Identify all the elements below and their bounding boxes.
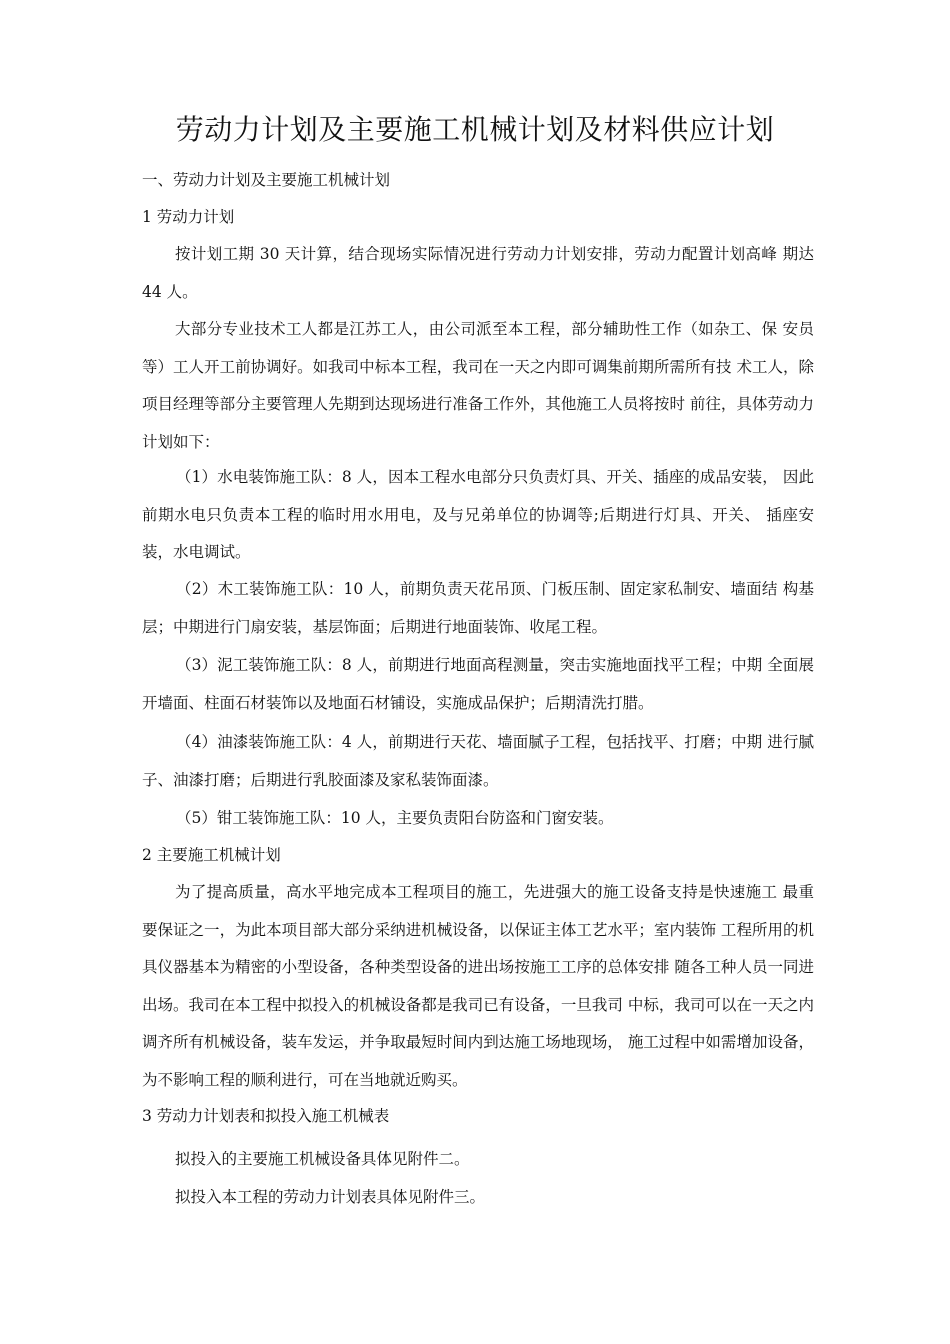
paragraph-machinery-attachment: 拟投入的主要施工机械设备具体见附件二。 [175, 1150, 470, 1168]
list-item-plumbing-team: （1）水电装饰施工队：8 人，因本工程水电部分只负责灯具、开关、插座的成品安装， 因此前期水电只负责本工程的临时用水用电，及与兄弟单位的协调等;后期进行灯具、开关、 插座安装，水电调试。 [142, 468, 814, 561]
paragraph-labor-source: 大部分专业技术工人都是江苏工人，由公司派至本工程，部分辅助性工作（如杂工、保 安员等）工人开工前协调好。如我司中标本工程，我司在一天之内即可调集前期所需所有技 术工人，除项目经理等部分主要管理人先期到达现场进行准备工作外，其他施工人员将按时 前往，具体劳动力计划如下： [142, 320, 814, 451]
paragraph-labor-duration: 按计划工期 30 天计算，结合现场实际情况进行劳动力计划安排，劳动力配置计划高峰 期达 44 人。 [142, 245, 814, 301]
list-item-carpentry-team: （2）木工装饰施工队：10 人，前期负责天花吊顶、门板压制、固定家私制安、墙面结 构基层；中期进行门扇安装，基层饰面；后期进行地面装饰、收尾工程。 [142, 580, 814, 636]
paragraph-labor-attachment: 拟投入本工程的劳动力计划表具体见附件三。 [175, 1188, 486, 1206]
subsection-heading-tables: 3 劳动力计划表和拟投入施工机械表 [142, 1107, 390, 1125]
subsection-heading-labor-plan: 1 劳动力计划 [142, 208, 235, 226]
paragraph-machinery-plan: 为了提高质量，高水平地完成本工程项目的施工，先进强大的施工设备支持是快速施工 最重要保证之一，为此本项目部大部分采纳进机械设备，以保证主体工艺水平；室内装饰 工程所用的机具仪器基本为精密的小型设备，各种类型设备的进出场按施工工序的总体安排 随各工种人员一同进出场。我司在本工程中拟投入的机械设备都是我司已有设备，一旦我司 中标，我司可以在一天之内调齐所有机械设备，装车发运，并争取最短时间内到达施工场地现场， 施工过程中如需增加设备，为不影响工程的顺利进行，可在当地就近购买。 [142, 883, 814, 1089]
document-title: 劳动力计划及主要施工机械计划及材料供应计划 [175, 113, 775, 146]
section-heading-1: 一、劳动力计划及主要施工机械计划 [142, 171, 391, 189]
list-item-masonry-team: （3）泥工装饰施工队：8 人，前期进行地面高程测量，突击实施地面找平工程；中期 全面展开墙面、柱面石材装饰以及地面石材铺设，实施成品保护；后期清洗打腊。 [142, 656, 814, 712]
list-item-fitter-team: （5）钳工装饰施工队：10 人，主要负责阳台防盗和门窗安装。 [176, 809, 614, 827]
subsection-heading-machinery-plan: 2 主要施工机械计划 [142, 846, 281, 864]
list-item-painting-team: （4）油漆装饰施工队：4 人，前期进行天花、墙面腻子工程，包括找平、打磨；中期 进行腻子、油漆打磨；后期进行乳胶面漆及家私装饰面漆。 [142, 733, 814, 789]
